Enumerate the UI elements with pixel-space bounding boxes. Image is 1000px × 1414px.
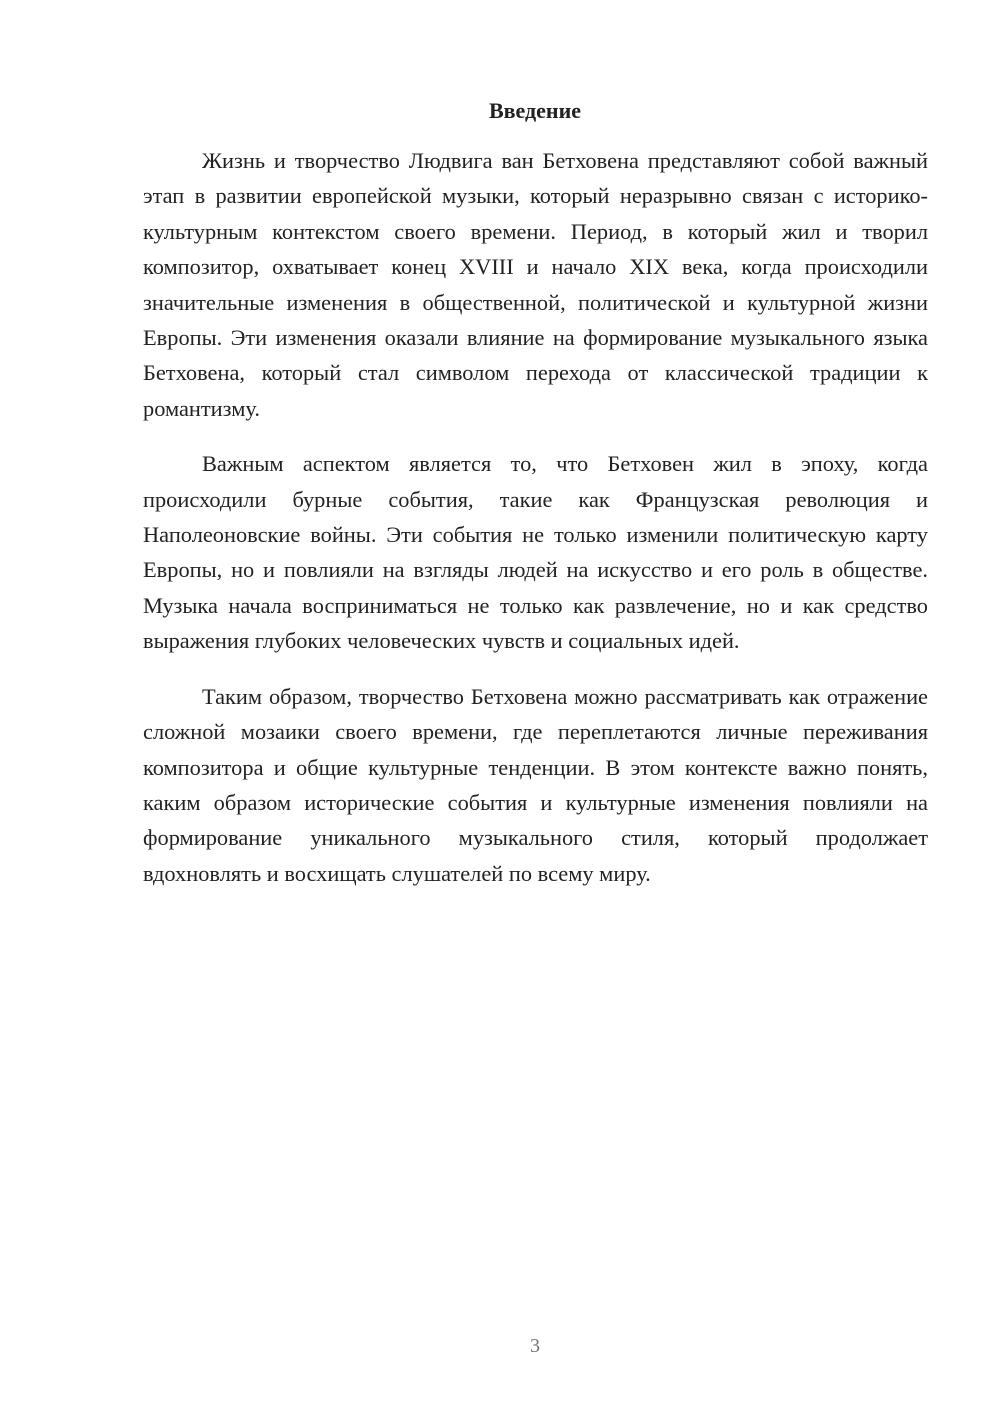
- body-text: [143, 143, 928, 911]
- paragraph-1: Жизнь и творчество Людвига ван Бетховена представляют собой важный этап в развитии европейской музыки, который неразрывно связан с историко-культурным контекстом своего времени. Период, в который жил и творил композитор, охватывает конец XVIII и начало XIX века, когда происходили значительные изменения в общественной, политической и культурной жизни Европы. Эти изменения оказали влияние на формирование музыкального языка Бетховена, который стал символом перехода от классической традиции к романтизму.: [143, 148, 928, 421]
- paragraph-3: Таким образом, творчество Бетховена можно рассматривать как отражение сложной мозаики своего времени, где переплетаются личные переживания композитора и общие культурные тенденции. В этом контексте важно понять, каким образом исторические события и культурные изменения повлияли на формирование уникального музыкального стиля, который продолжает вдохновлять и восхищать слушателей по всему миру.: [143, 683, 928, 886]
- paragraph-2: Важным аспектом является то, что Бетховен жил в эпоху, когда происходили бурные события, такие как Французская революция и Наполеоновские войны. Эти события не только изменили политическую карту Европы, но и повлияли на взгляды людей на искусство и его роль в обществе. Музыка начала восприниматься не только как развлечение, но и как средство выражения глубоких человеческих чувств и социальных идей.: [143, 451, 928, 654]
- page-number: 3: [530, 1335, 540, 1357]
- page-title: Введение: [488, 98, 582, 123]
